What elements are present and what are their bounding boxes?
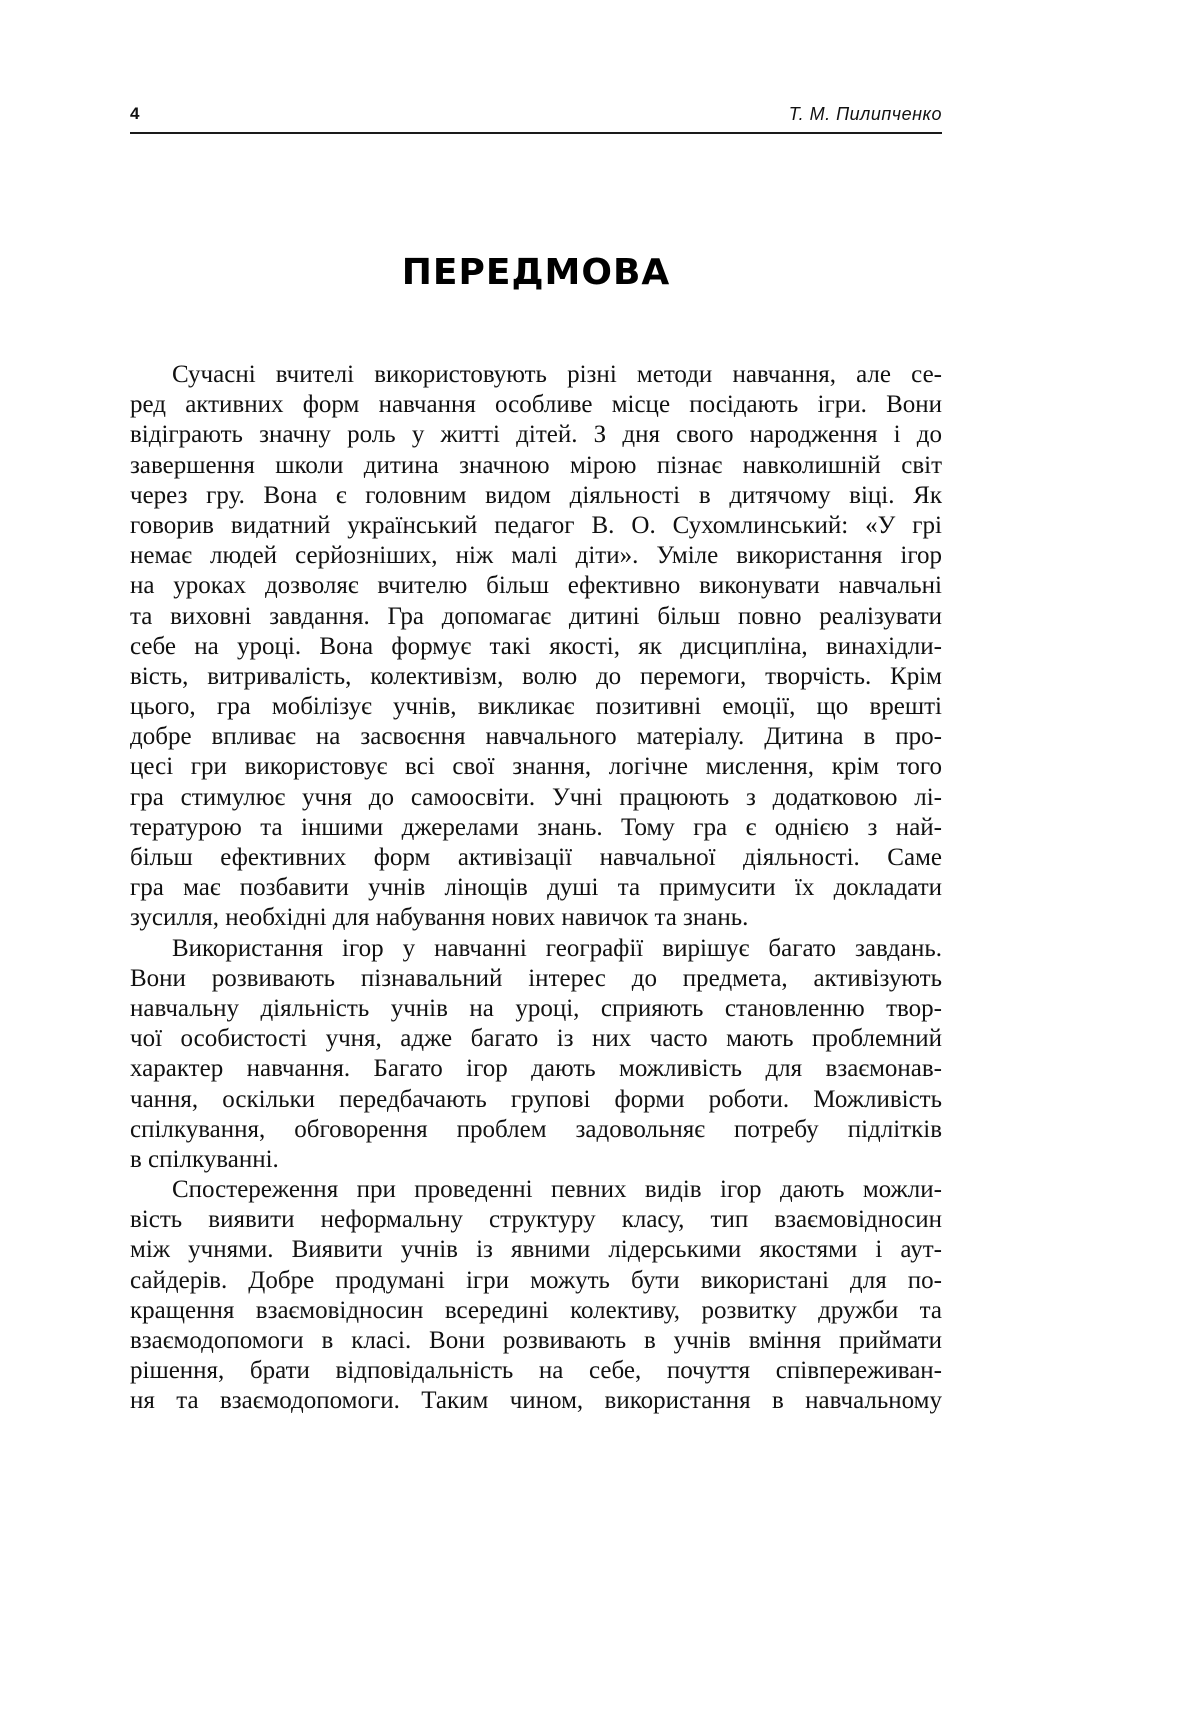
text-line: тературою та іншими джерелами знань. Тому гра є однією з най- bbox=[130, 813, 942, 841]
text-line: Використання ігор у навчанні географії вирішує багато завдань. bbox=[172, 934, 942, 962]
text-line: спілкування, обговорення проблем задовольняє потребу підлітків bbox=[130, 1115, 942, 1143]
section-title: ПЕРЕДМОВА bbox=[401, 252, 671, 293]
paragraph-3 bbox=[130, 1175, 942, 1417]
text-line: на уроках дозволяє вчителю більш ефективно виконувати навчальні bbox=[130, 572, 942, 600]
text-line: завершення школи дитина значною мірою пізнає навколишній світ bbox=[130, 451, 942, 479]
text-line: цього, гра мобілізує учнів, викликає позитивні емоції, що врешті bbox=[130, 693, 942, 721]
text-line: гра стимулює учня до самоосвіти. Учні працюють з додатковою лі- bbox=[130, 783, 942, 811]
text-line: характер навчання. Багато ігор дають можливість для взаємонав- bbox=[130, 1055, 942, 1083]
text-line: ред активних форм навчання особливе місце посідають ігри. Вони bbox=[130, 391, 942, 419]
text-line: кращення взаємовідносин всередині колективу, розвитку дружби та bbox=[130, 1296, 942, 1324]
text-line: рішення, брати відповідальність на себе, почуття співпереживан- bbox=[130, 1357, 942, 1385]
text-line: ня та взаємодопомоги. Таким чином, використання в навчальному bbox=[130, 1387, 942, 1415]
text-line: між учнями. Виявити учнів із явними лідерськими якостями і аут- bbox=[130, 1236, 942, 1264]
text-line: чання, оскільки передбачають групові форми роботи. Можливість bbox=[130, 1085, 942, 1113]
text-line: взаємодопомоги в класі. Вони розвивають в учнів вміння приймати bbox=[130, 1327, 942, 1354]
text-line: Спостереження при проведенні певних видів ігор дають можли- bbox=[172, 1176, 942, 1204]
text-line: немає людей серйозніших, ніж малі діти». Уміле використання ігор bbox=[130, 542, 942, 570]
text-line: Сучасні вчителі використовують різні методи навчання, але се- bbox=[172, 361, 942, 388]
text-line: більш ефективних форм активізації навчальної діяльності. Саме bbox=[130, 844, 942, 871]
body-text bbox=[130, 360, 942, 1417]
text-line: вість виявити неформальну структуру класу, тип взаємовідносин bbox=[130, 1206, 942, 1234]
text-line: навчальну діяльність учнів на уроці, сприяють становленню твор- bbox=[130, 994, 942, 1022]
text-line: гра має позбавити учнів лінощів душі та примусити їх докладати bbox=[130, 874, 942, 902]
page-header bbox=[130, 98, 942, 134]
paragraph-2 bbox=[130, 934, 942, 1176]
text-line: себе на уроці. Вона формує такі якості, як дисципліна, винахідли- bbox=[130, 632, 942, 660]
text-line: вість, витривалість, колективізм, волю до перемоги, творчість. Крім bbox=[130, 662, 942, 690]
text-line: відіграють значну роль у житті дітей. З дня свого народження і до bbox=[130, 421, 942, 449]
text-line: Вони розвивають пізнавальний інтерес до предмета, активізують bbox=[130, 964, 942, 992]
text-line: чої особистості учня, адже багато із них часто мають проблемний bbox=[130, 1025, 942, 1053]
paragraph-1 bbox=[130, 360, 942, 934]
text-line: говорив видатний український педагог В. О. Сухомлинський: «У грі bbox=[130, 511, 942, 539]
page-number: 4 bbox=[130, 104, 140, 123]
text-line: зусилля, необхідні для набування нових навичок та знань. bbox=[130, 904, 749, 932]
text-line: через гру. Вона є головним видом діяльності в дитячому віці. Як bbox=[130, 481, 942, 509]
text-line: цесі гри використовує всі свої знання, логічне мислення, крім того bbox=[130, 753, 942, 781]
running-head-author: Т. М. Пилипченко bbox=[788, 104, 942, 124]
text-line: та виховні завдання. Гра допомагає дитині більш повно реалізувати bbox=[130, 602, 942, 630]
text-line: добре впливає на засвоєння навчального матеріалу. Дитина в про- bbox=[130, 723, 942, 751]
text-line: в спілкуванні. bbox=[130, 1145, 279, 1173]
text-line: сайдерів. Добре продумані ігри можуть бути використані для по- bbox=[130, 1266, 942, 1294]
